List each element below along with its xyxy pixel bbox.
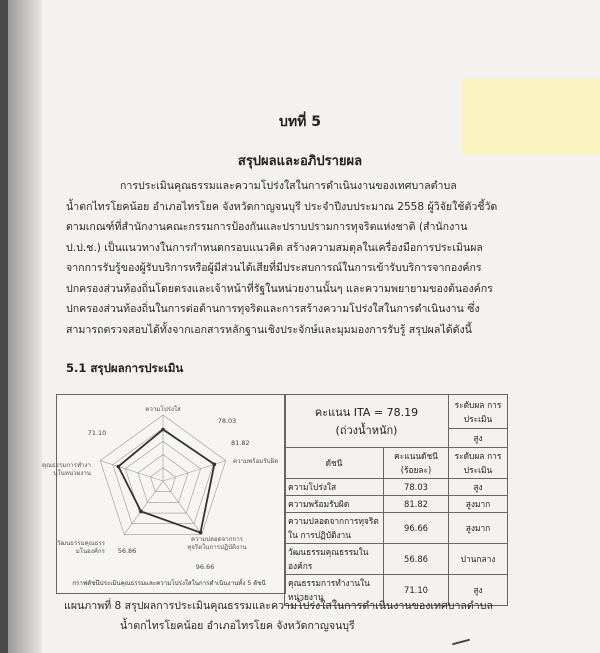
radar-data-point xyxy=(213,463,217,467)
row-level: สูงมาก xyxy=(449,513,508,544)
row-index-name: วัฒนธรรมคุณธรรมในองค์กร xyxy=(285,544,384,575)
page-gutter-shadow xyxy=(8,0,42,653)
paragraph-line: ป.ป.ช.) เป็นแนวทางในการกำหนดกรอบแนวคิด สร้างความสมดุลในเครื่องมือการประเมินผล xyxy=(66,241,483,254)
ita-score-sub: (ถ่วงน้ำหนัก) xyxy=(335,424,398,437)
row-score: 81.82 xyxy=(384,496,449,513)
paragraph-line: สามารถตรวจสอบได้ทั้งจากเอกสารหลักฐานเชิงประจักษ์และมุมมองการรับรู้ สรุปผลได้ดังนี้ xyxy=(66,323,472,336)
radar-axis xyxy=(100,461,163,481)
caption-line: แผนภาพที่ 8 สรุปผลการประเมินคุณธรรมและความโปร่งใสในการดำเนินงานของเทศบาลตำบล xyxy=(64,600,493,612)
ita-score-cell xyxy=(285,395,449,448)
table-row xyxy=(285,395,508,429)
radar-value-label: 78.03 xyxy=(217,417,237,425)
radar-axis-label: ความโปร่งใส xyxy=(145,406,181,413)
col-header-level: ระดับผล การประเมิน xyxy=(449,448,508,479)
intro-paragraph xyxy=(66,176,526,340)
radar-data-point xyxy=(161,428,165,432)
paragraph-line: ตามเกณฑ์ที่สำนักงานคณะกรรมการป้องกันและปราบปรามการทุจริตแห่งชาติ (สำนักงาน xyxy=(66,221,468,233)
radar-axis xyxy=(163,461,226,481)
ita-score-table xyxy=(284,394,508,606)
row-level: สูงมาก xyxy=(449,496,508,513)
radar-data-point xyxy=(117,465,121,469)
row-score: 78.03 xyxy=(384,479,449,496)
radar-value-label: 81.82 xyxy=(231,439,250,447)
row-score: 56.86 xyxy=(384,544,449,575)
chapter-heading: บทที่ 5 xyxy=(279,114,321,130)
table-header-row xyxy=(285,448,508,479)
chart-title: กราฟดัชนีประเมินคุณธรรมและความโปร่งใสในการดำเนินงานทั้ง 5 ดัชนี xyxy=(72,580,266,587)
radar-value-label: 56.86 xyxy=(117,547,137,555)
row-level: สูง xyxy=(449,575,508,606)
radar-axis-label: วัฒนธรรมคุณธรรมในองค์กร xyxy=(56,540,105,555)
paragraph-line: น้ำตกไทรโยคน้อย อำเภอไทรโยค จังหวัดกาญจนบุรี ประจำปีงบประมาณ 2558 ผู้วิจัยใช้ตัวชี้วัด xyxy=(66,200,498,213)
radar-data-point xyxy=(199,531,203,535)
row-score: 71.10 xyxy=(384,575,449,606)
paragraph-line: ปกครองส่วนท้องถิ่นโดยตรงและเจ้าหน้าที่รัฐในหน่วยงานนั้นๆ และความพยายามของต้นองค์กร xyxy=(66,282,493,295)
table-row xyxy=(285,544,508,575)
col-header-index: ดัชนี xyxy=(285,448,384,479)
col-header-score: คะแนนดัชนี (ร้อยละ) xyxy=(384,448,449,479)
row-index-name: คุณธรรมการทำงานในหน่วยงาน xyxy=(285,575,384,606)
paragraph-line: การประเมินคุณธรรมและความโปร่งใสในการดำเนินงานของเทศบาลตำบล xyxy=(120,180,457,192)
caption-line: น้ำตกไทรโยคน้อย อำเภอไทรโยค จังหวัดกาญจนบุรี xyxy=(120,620,355,632)
radar-axis-label: ความปลอดจากการทุจริตในการปฏิบัติงาน xyxy=(187,536,247,551)
row-index-name: ความพร้อมรับผิด xyxy=(285,496,384,513)
row-level: ปานกลาง xyxy=(449,544,508,575)
table-row xyxy=(285,513,508,544)
table-row xyxy=(285,479,508,496)
paragraph-line: จากการรับรู้ของผู้รับบริการหรือผู้มีส่วนได้เสียที่มีประสบการณ์ในการเข้ารับบริการจากองค์กร xyxy=(66,262,482,274)
radar-value-label: 96.66 xyxy=(195,563,215,571)
radar-chart-box xyxy=(42,394,286,594)
row-level: สูง xyxy=(449,479,508,496)
row-score: 96.66 xyxy=(384,513,449,544)
radar-series-line xyxy=(118,430,214,533)
section-heading: 5.1 สรุปผลการประเมิน xyxy=(66,361,184,375)
radar-axis-label: คุณธรรมการทำงานในหน่วยงาน xyxy=(42,462,91,477)
ita-score-label: คะแนน ITA = 78.19 xyxy=(314,406,419,419)
row-index-name: ความปลอดจากการทุจริตใน การปฏิบัติงาน xyxy=(285,513,384,544)
radar-chart xyxy=(42,395,285,593)
radar-value-label: 71.10 xyxy=(87,429,107,437)
chapter-title: สรุปผลและอภิปรายผล xyxy=(237,154,363,169)
radar-data-point xyxy=(139,510,143,514)
level-header-cell: ระดับผล การประเมิน xyxy=(449,395,508,429)
overall-level-cell: สูง xyxy=(449,429,508,448)
row-index-name: ความโปร่งใส xyxy=(285,479,384,496)
figure-caption xyxy=(64,596,544,636)
radar-axis-label: ความพร้อมรับผิด xyxy=(233,458,279,465)
paragraph-line: ปกครองส่วนท้องถิ่นในการต่อต้านการทุจริตและการสร้างความโปร่งใสในการดำเนินงาน ซึ่ง xyxy=(66,303,480,315)
table-row xyxy=(285,496,508,513)
